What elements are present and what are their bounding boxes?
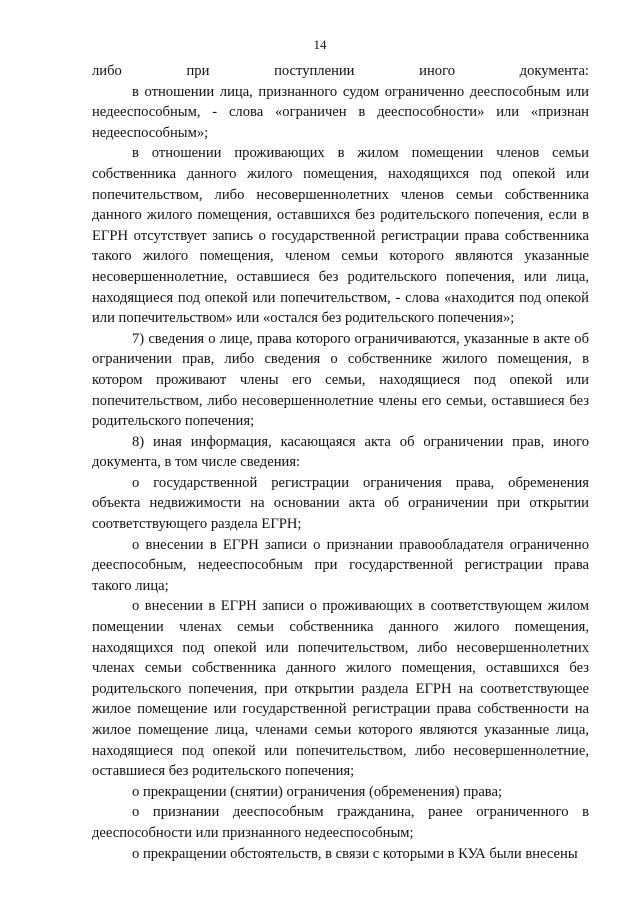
paragraph: о признании дееспособным гражданина, ранее ограниченного в дееспособности или признанного недееспособным; [92,804,589,841]
paragraph: либо при поступлении иного документа: [92,63,589,79]
paragraph: в отношении проживающих в жилом помещении членов семьи собственника данного жилого помещения, находящихся под опекой или попечительством, либо несовершеннолетних членов семьи собственника данного жилого помещения, оставшихся без родительского попечения, если в ЕГРН отсутствует запись о государственной регистрации права собственника такого жилого помещения, членом семьи которого являются указанные несовершеннолетние, оставшиеся без родительского попечения, или лица, находящиеся под опекой или попечительством, - слова «находится под опекой или попечительством» или «остался без родительского попечения»; [92,145,589,327]
paragraph: о прекращении (снятии) ограничения (обременения) права; [132,783,503,800]
paragraph: о внесении в ЕГРН записи о проживающих в соответствующем жилом помещении членах семьи собственника данного жилого помещения, находящихся под опекой или попечительством, либо несовершеннолетних членах семьи собственника данного жилого помещения, оставшихся без родительского попечения, при открытии раздела ЕГРН на соответствующее жилое помещение или государственной регистрации права собственности на жилое помещение лица, членами семьи которого являются указанные лица, находящиеся под опекой или попечительством, либо несовершеннолетние, оставшиеся без родительского попечения; [92,598,589,780]
paragraph: в отношении лица, признанного судом ограниченно дееспособным или недееспособным, - слова «ограничен в дееспособности» или «признан недееспособным»; [92,83,589,141]
paragraph: 7) сведения о лице, права которого ограничиваются, указанные в акте об ограничении прав, либо сведения о собственнике жилого помещения, в котором проживают члены его семьи, находящиеся под опекой или попечительством, либо несовершеннолетние члены его семьи, оставшиеся без родительского попечения; [92,330,589,430]
page-number: 14 [313,37,327,52]
paragraph: о внесении в ЕГРН записи о признании правообладателя ограниченно дееспособным, недееспособным при государственной регистрации права такого лица; [92,536,589,594]
paragraph: о прекращении обстоятельств, в связи с которыми в КУА были внесены [132,845,578,862]
document-body [92,61,589,864]
paragraph: 8) иная информация, касающаяся акта об ограничении прав, иного документа, в том числе сведения: [92,433,589,471]
paragraph: о государственной регистрации ограничения права, обременения объекта недвижимости на основании акта об ограничении при открытии соответствующего раздела ЕГРН; [92,474,589,533]
